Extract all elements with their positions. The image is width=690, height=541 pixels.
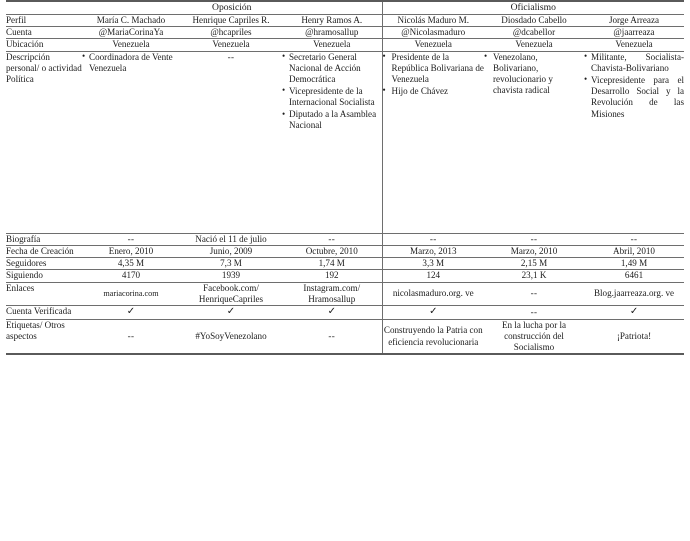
table-row-etiquetas [6,319,684,354]
cell-fecha-5: Abril, 2010 [584,245,684,257]
cell-etiquetas-0: -- [82,319,180,354]
row-label-biografia: Biografía [6,233,82,245]
corner-cell [6,1,82,14]
cell-enlaces-3[interactable]: nicolasmaduro.org. ve [382,282,484,306]
cell-descripcion-5 [584,51,684,233]
cell-descripcion-3 [382,51,484,233]
cell-perfil-5: Jorge Arreaza [584,14,684,26]
bullet-list [484,52,584,97]
table-row-cuenta-verificada [6,306,684,319]
cell-siguiendo-5: 6461 [584,270,684,282]
cell-biografia-1: Nació el 11 de julio [180,233,282,245]
bullet-list [82,52,180,75]
cell-ubicacion-5: Venezuela [584,39,684,51]
list-item: • Militante, Socialista-Chavista-Bolivariano [584,52,684,75]
cell-fecha-0: Enero, 2010 [82,245,180,257]
cell-seguidores-0: 4,35 M [82,258,180,270]
cell-ubicacion-1: Venezuela [180,39,282,51]
cell-etiquetas-3: Construyendo la Patria con eficiencia revolucionaria [382,319,484,354]
cell-siguiendo-4: 23,1 K [484,270,584,282]
list-item: • Hijo de Chávez [383,86,485,97]
table-row-perfil [6,14,684,26]
cell-seguidores-4: 2,15 M [484,258,584,270]
cell-descripcion-0 [82,51,180,233]
cell-enlaces-2[interactable]: Instagram.com/ Hramosallup [282,282,382,306]
bullet-list [383,52,485,98]
list-item: • Secretario General Nacional de Acción Democrática [282,52,382,86]
check-icon-2: ✓ [282,306,382,319]
row-label-cuenta: Cuenta [6,27,82,39]
cell-perfil-1: Henrique Capriles R. [180,14,282,26]
check-icon-1: ✓ [180,306,282,319]
cell-etiquetas-1: #YoSoyVenezolano [180,319,282,354]
table-row-siguiendo [6,270,684,282]
cell-cuenta-5: @jaarreaza [584,27,684,39]
cell-siguiendo-0: 4170 [82,270,180,282]
cell-siguiendo-3: 124 [382,270,484,282]
cell-seguidores-2: 1,74 M [282,258,382,270]
row-label-cuenta-verificada: Cuenta Verificada [6,306,82,319]
group-header-row [6,1,684,14]
table-row-biografia [6,233,684,245]
list-item: • Vicepresidente de la Internacional Socialista [282,86,382,109]
row-label-perfil: Perfil [6,14,82,26]
cell-enlaces-4: -- [484,282,584,306]
list-item: • Vicepresidente para el Desarrollo Social y la Revolución de las Misiones [584,75,684,120]
cell-enlaces-1[interactable]: Facebook.com/ HenriqueCapriles [180,282,282,306]
list-item: • Coordinadora de Vente Venezuela [82,52,180,75]
cell-cuenta-3: @Nicolasmaduro [382,27,484,39]
cell-descripcion-1 [180,51,282,233]
cell-descripcion-2 [282,51,382,233]
cell-perfil-2: Henry Ramos A. [282,14,382,26]
group-header-oposicion: Oposición [82,1,382,14]
cell-seguidores-5: 1,49 M [584,258,684,270]
bullet-list [282,52,382,132]
cell-biografia-3: -- [382,233,484,245]
cell-fecha-2: Octubre, 2010 [282,245,382,257]
row-label-descripcion: Descripción personal/ o actividad Política [6,51,82,233]
cell-enlaces-5[interactable]: Blog.jaarreaza.org. ve [584,282,684,306]
cell-descripcion-4 [484,51,584,233]
cell-biografia-2: -- [282,233,382,245]
cell-enlaces-0[interactable]: mariacorina.com [82,282,180,306]
cell-biografia-0: -- [82,233,180,245]
cell-cuenta-2: @hramosallup [282,27,382,39]
cell-seguidores-1: 7,3 M [180,258,282,270]
cell-etiquetas-4: En la lucha por la construcción del Socialismo [484,319,584,354]
cell-fecha-1: Junio, 2009 [180,245,282,257]
cell-seguidores-3: 3,3 M [382,258,484,270]
cell-fecha-4: Marzo, 2010 [484,245,584,257]
cell-biografia-5: -- [584,233,684,245]
row-label-ubicacion: Ubicación [6,39,82,51]
row-label-siguiendo: Siguiendo [6,270,82,282]
check-icon-3: ✓ [382,306,484,319]
social-media-profile-comparison-table [6,0,684,355]
table-row-fecha-creacion [6,245,684,257]
bullet-list [584,52,684,120]
cell-siguiendo-2: 192 [282,270,382,282]
list-item: • Presidente de la República Bolivariana de Venezuela [383,52,485,86]
cell-etiquetas-2: -- [282,319,382,354]
row-label-etiquetas: Etiquetas/ Otros aspectos [6,319,82,354]
row-label-fecha-creacion: Fecha de Creación [6,245,82,257]
cell-cuenta-4: @dcabellor [484,27,584,39]
cell-perfil-4: Diosdado Cabello [484,14,584,26]
cell-perfil-3: Nicolás Maduro M. [382,14,484,26]
cell-cuenta-1: @hcapriles [180,27,282,39]
cell-text: -- [227,51,235,62]
check-icon-5: ✓ [584,306,684,319]
list-item: • Venezolano, Bolivariano, revolucionario y chavista radical [484,52,584,97]
cell-cuenta-0: @MariaCorinaYa [82,27,180,39]
cell-biografia-4: -- [484,233,584,245]
row-label-seguidores: Seguidores [6,258,82,270]
cell-ubicacion-2: Venezuela [282,39,382,51]
cell-ubicacion-4: Venezuela [484,39,584,51]
cell-ubicacion-0: Venezuela [82,39,180,51]
table-row-enlaces [6,282,684,306]
table-row-seguidores [6,258,684,270]
table-row-ubicacion [6,39,684,51]
cell-fecha-3: Marzo, 2013 [382,245,484,257]
list-item: • Diputado a la Asamblea Nacional [282,109,382,132]
row-label-enlaces: Enlaces [6,282,82,306]
cell-siguiendo-1: 1939 [180,270,282,282]
cell-perfil-0: María C. Machado [82,14,180,26]
table-row-descripcion [6,51,684,233]
cell-verificada-4: -- [484,306,584,319]
cell-ubicacion-3: Venezuela [382,39,484,51]
table-row-cuenta [6,27,684,39]
cell-etiquetas-5: ¡Patriota! [584,319,684,354]
check-icon-0: ✓ [82,306,180,319]
group-header-oficialismo: Oficialismo [382,1,684,14]
